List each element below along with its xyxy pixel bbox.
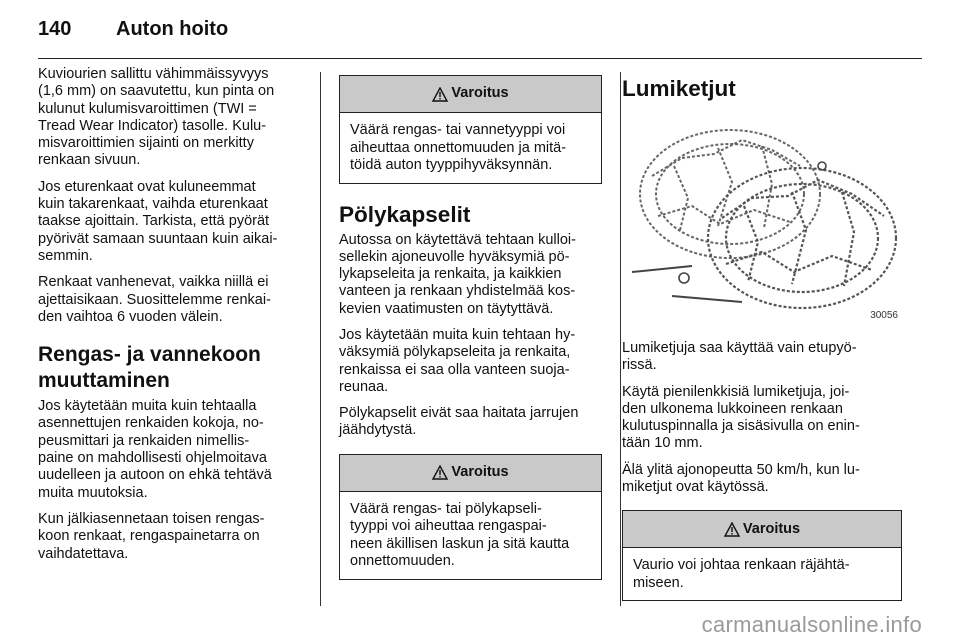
warning-text: Väärä rengas- tai pölykapseli- tyyppi voi aiheuttaa rengaspai- neen äkillisen laskun ja sitä kautta onnettomuuden. bbox=[350, 500, 570, 570]
chapter-title: Auton hoito bbox=[116, 18, 229, 40]
paragraph: Jos käytetään muita kuin tehtaan hy- väksymiä pölykapseleita ja renkaita, renkaissa ei saa olla vanteen suoja- reunaa. bbox=[339, 326, 576, 395]
header-divider bbox=[38, 58, 922, 59]
warning-text: Vaurio voi johtaa renkaan räjähtä- miseen. bbox=[633, 557, 850, 591]
paragraph: Autossa on käytettävä tehtaan kulloi- sellekin ajoneuvolle hyväksymiä pö- lykapseleita ja renkaita, ja kaikkien vanteen ja renkaan yhdistelmää kos- kevien vaatimusten on täytyttävä. bbox=[339, 231, 576, 317]
section-heading: Rengas- ja vannekoon muuttaminen bbox=[38, 343, 261, 393]
warning-header bbox=[623, 511, 901, 548]
column-left bbox=[38, 66, 306, 572]
section-heading: Lumiketjut bbox=[622, 76, 736, 101]
paragraph: Pölykapselit eivät saa haitata jarrujen jäähdytystä. bbox=[339, 405, 579, 439]
snow-chain-icon bbox=[622, 106, 902, 326]
page-header bbox=[38, 18, 228, 48]
warning-box bbox=[339, 454, 602, 580]
warning-text: Väärä rengas- tai vannetyyppi voi aiheuttaa onnettomuuden ja mitä- töidä auton tyyppihyväksynnän. bbox=[350, 122, 567, 173]
warning-title: Varoitus bbox=[742, 520, 801, 537]
page-number: 140 bbox=[38, 18, 72, 40]
warning-header bbox=[340, 76, 601, 113]
watermark: carmanualsonline.info bbox=[701, 612, 922, 637]
paragraph: Jos eturenkaat ovat kuluneemmat kuin takarenkaat, vaihda eturenkaat taakse ajoittain. Tarkista, että pyörät pyörivät samaan suuntaan kuin aikai- semmin. bbox=[38, 178, 278, 264]
paragraph: Käytä pienilenkkisiä lumiketjuja, joi- den ulkonema lukkoineen renkaan kulutuspinnalla ja sisäsivulla on enin- tään 10 mm. bbox=[622, 383, 860, 452]
warning-triangle-icon bbox=[432, 465, 448, 480]
warning-title: Varoitus bbox=[451, 85, 509, 102]
warning-header bbox=[340, 455, 601, 492]
snow-chain-illustration bbox=[622, 106, 902, 326]
column-divider bbox=[320, 72, 321, 606]
paragraph: Jos käytetään muita kuin tehtaalla asennettujen renkaiden kokoja, no- peusmittari ja renkaiden nimellis- paine on mahdollisesti ohjelmoitava uudelleen ja autoon on ehkä tehtävä muita muutoksia. bbox=[38, 398, 272, 501]
warning-triangle-icon bbox=[432, 87, 448, 102]
figure-code: 30056 bbox=[870, 309, 898, 321]
paragraph: Renkaat vanhenevat, vaikka niillä ei ajettaisikaan. Suosittelemme renkai- den vaihtoa 6 vuoden välein. bbox=[38, 274, 271, 325]
paragraph: Lumiketjuja saa käyttää vain etupyö- rissä. bbox=[622, 340, 857, 374]
column-divider bbox=[620, 72, 621, 606]
warning-triangle-icon bbox=[724, 522, 740, 537]
column-right bbox=[622, 76, 902, 611]
column-middle bbox=[339, 75, 602, 590]
warning-title: Varoitus bbox=[451, 464, 509, 481]
section-heading: Pölykapselit bbox=[339, 201, 471, 227]
paragraph: Kun jälkiasennetaan toisen rengas- koon renkaat, rengaspainetarra on vaihdatettava. bbox=[38, 510, 265, 562]
warning-box bbox=[622, 510, 902, 601]
warning-box bbox=[339, 75, 602, 184]
paragraph: Kuviourien sallittu vähimmäissyvyys (1,6 mm) on saavutettu, kun pinta on kulunut kulumisvaroittimen (TWI = Tread Wear Indicator) tasolle. Kulu- misvaroittimien sijainti on merkitty renkaan sivuun. bbox=[38, 66, 275, 169]
paragraph: Älä ylitä ajonopeutta 50 km/h, kun lu- miketjut ovat käytössä. bbox=[622, 461, 860, 496]
